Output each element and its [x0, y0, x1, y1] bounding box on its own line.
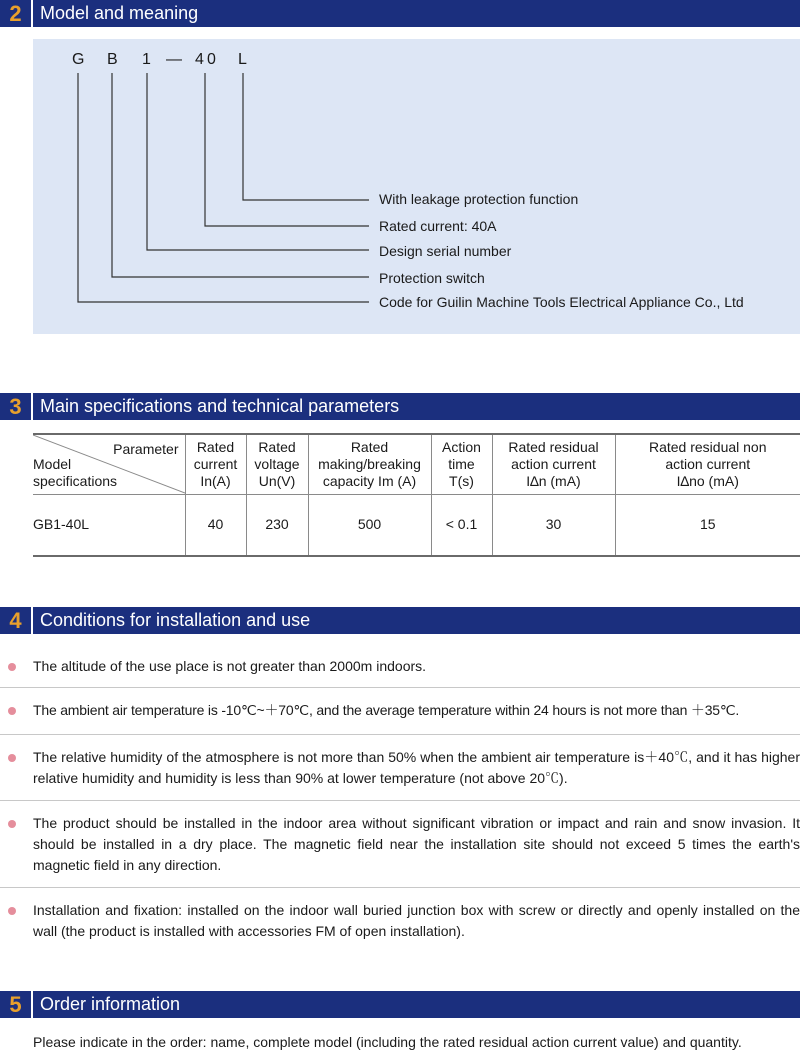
section-header-order [0, 991, 800, 1018]
leader-line-l [243, 73, 369, 200]
leader-line-40 [205, 73, 369, 226]
header-residual-action-current: Rated residual action current I∆n (mA) [492, 434, 615, 494]
conditions-list [0, 650, 800, 948]
table-header-row [33, 434, 800, 494]
order-instructions: Please indicate in the order: name, complete model (including the rated residual action current value) and quantity. [33, 1034, 742, 1050]
cell-residual-non-action-current: 15 [615, 494, 800, 556]
bullet-icon [8, 707, 16, 715]
table-corner-cell [33, 434, 185, 494]
model-letter-4: 4 [195, 51, 204, 68]
section-number: 3 [0, 393, 31, 420]
meaning-rated-current: Rated current: 40A [379, 218, 497, 234]
header-rated-voltage: Rated voltage Un(V) [246, 434, 308, 494]
condition-text: The altitude of the use place is not greater than 2000m indoors. [33, 658, 427, 674]
model-letter-b: B [107, 51, 118, 68]
list-item [0, 888, 800, 948]
cell-model: GB1-40L [33, 516, 90, 533]
header-residual-non-action-current: Rated residual non action current I∆no (mA) [615, 434, 800, 494]
section-header-model [0, 0, 800, 27]
list-item [0, 650, 800, 688]
condition-text: The relative humidity of the atmosphere is not more than 50% when the ambient air temperature is＋40℃, and it has higher relative humidity and humidity is less than 90% at lower temperature (not above 20℃). [33, 749, 800, 786]
list-item [0, 735, 800, 801]
meaning-serial-number: Design serial number [379, 243, 512, 259]
corner-parameter-label: Parameter [113, 441, 179, 457]
cell-breaking-capacity: 500 [308, 494, 431, 556]
bullet-icon [8, 754, 16, 762]
condition-text: Installation and fixation: installed on the indoor wall buried junction box with screw or directly and openly installed on the wall (the product is installed with accessories FM of open installation). [33, 902, 800, 939]
leader-line-g [78, 73, 369, 302]
cell-rated-voltage: 230 [246, 494, 308, 556]
section-title: Main specifications and technical parameters [33, 393, 800, 420]
section-number: 5 [0, 991, 31, 1018]
header-breaking-capacity: Rated making/breaking capacity Im (A) [308, 434, 431, 494]
header-action-time: Action time T(s) [431, 434, 492, 494]
condition-text: The product should be installed in the indoor area without significant vibration or impact and rain and snow invasion. It should be installed in a dry place. The magnetic field near the installation site should not exceed 5 times the earth's magnetic field in any direction. [33, 815, 800, 873]
model-letter-1: 1 [142, 51, 151, 68]
model-letter-0: 0 [207, 51, 216, 68]
list-item [0, 688, 800, 735]
cell-rated-current: 40 [185, 494, 246, 556]
section-title: Conditions for installation and use [33, 607, 800, 634]
leader-line-b [112, 73, 369, 277]
section-title: Order information [33, 991, 800, 1018]
section-number: 2 [0, 0, 31, 27]
corner-model-label: Model specifications [33, 455, 118, 489]
cell-action-time: < 0.1 [431, 494, 492, 556]
meaning-protection-switch: Protection switch [379, 270, 485, 286]
section-header-conditions [0, 607, 800, 634]
model-leader-lines [33, 39, 800, 334]
cell-residual-action-current: 30 [492, 494, 615, 556]
leader-line-1 [147, 73, 369, 250]
meaning-leakage: With leakage protection function [379, 191, 579, 207]
meaning-company-code: Code for Guilin Machine Tools Electrical Appliance Co., Ltd [379, 294, 744, 310]
model-diagram [33, 39, 800, 334]
bullet-icon [8, 820, 16, 828]
bullet-icon [8, 663, 16, 671]
condition-text: The ambient air temperature is -10℃~＋70℃, and the average temperature within 24 hours is not more than ＋35℃. [33, 702, 740, 718]
section-header-specs [0, 393, 800, 420]
list-item [0, 801, 800, 888]
model-letter-l: L [238, 51, 247, 68]
model-dash: — [166, 51, 182, 68]
header-rated-current: Rated current In(A) [185, 434, 246, 494]
model-letter-g: G [72, 51, 85, 68]
table-row [33, 494, 800, 556]
section-title: Model and meaning [33, 0, 800, 27]
spec-table [33, 433, 800, 557]
section-number: 4 [0, 607, 31, 634]
bullet-icon [8, 907, 16, 915]
